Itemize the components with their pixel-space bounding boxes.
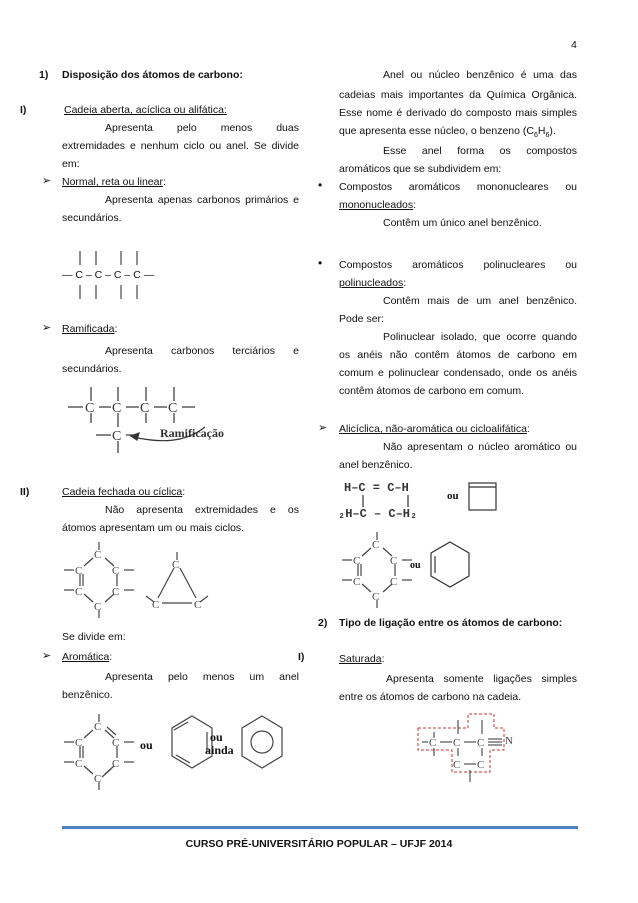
svg-text:C: C (453, 759, 461, 771)
svg-text:C: C (453, 737, 461, 749)
svg-text:C: C (112, 401, 122, 416)
svg-text:C: C (372, 539, 380, 551)
closed-chain-line-2: átomos apresentam um ou mais ciclos. (62, 522, 245, 534)
svg-text:C: C (152, 599, 160, 611)
aromatic-colon: : (109, 651, 113, 663)
saturated-title: Saturada (339, 653, 382, 665)
svg-text:C: C (94, 601, 102, 613)
cyclobutene-square-icon (468, 482, 498, 512)
ou-label-3: ou (410, 560, 421, 571)
cyclobutene-bonds (344, 494, 444, 508)
ou-label-2: ou (447, 490, 459, 502)
roman-numeral-1: I) (20, 104, 27, 116)
polynuclear-colon: : (403, 277, 407, 289)
cyclic-chain-diagram (62, 540, 242, 620)
mononuclear-colon: : (413, 199, 417, 211)
polynuclear-desc-5: comum e polinuclear condensado, onde os anéis (339, 367, 577, 379)
mononuclear-line-1: Compostos aromáticos mononucleares ou (339, 181, 577, 193)
normal-chain-line-1: Apresenta apenas carbonos primários e (105, 194, 299, 206)
svg-text:C: C (112, 565, 120, 577)
page-number: 4 (571, 39, 577, 51)
ou-ainda-label-1: ou (210, 730, 223, 744)
polynuclear-desc-3: Polinuclear isolado, que ocorre quando (383, 331, 577, 343)
alicyclic-title: Alicíclica, não-aromática ou cicloalifática (339, 423, 527, 435)
alicyclic-title-wrap (339, 420, 530, 438)
divide-text: Se divide em: (62, 631, 126, 643)
polynuclear-desc-4: os anéis não contêm átomos de carbono em (339, 349, 577, 361)
svg-text:C: C (172, 559, 180, 571)
footer-text: CURSO PRÉ-UNIVERSITÁRIO POPULAR – UFJF 2014 (185, 838, 453, 850)
benzene-para-line-2: cadeias mais importantes da Química Orgânica. (339, 89, 577, 101)
branched-chain-diagram (65, 383, 265, 455)
benzene-para-line-3: Esse nome é derivado do composto mais simples (339, 107, 577, 119)
roman-numeral-2: II) (20, 486, 30, 498)
svg-text:C: C (372, 591, 380, 603)
arrow-bullet-icon: ➢ (42, 322, 52, 334)
normal-chain-title-wrap (62, 173, 166, 191)
closed-chain-line-1: Não apresenta extremidades e os (105, 504, 299, 516)
svg-text:C: C (168, 401, 178, 416)
svg-text:C: C (477, 737, 485, 749)
benzene-formula-a: que apresenta esse núcleo, o benzeno (C (339, 125, 534, 137)
polynuclear-term: polinucleados (339, 277, 404, 289)
branched-line-2: secundários. (62, 363, 122, 375)
arrow-bullet-icon: ➢ (318, 422, 328, 434)
svg-text:C: C (75, 586, 83, 598)
ou-ainda-label-2: ainda (205, 743, 234, 757)
svg-text:C: C (140, 401, 150, 416)
svg-text:C: C (477, 759, 485, 771)
section-1-heading: Disposição dos átomos de carbono: (62, 69, 243, 81)
cyclohexene-hexagon-icon (428, 540, 472, 590)
svg-text:C: C (429, 737, 437, 749)
closed-chain-title: Cadeia fechada ou cíclica (62, 486, 183, 498)
svg-text:C: C (94, 721, 102, 733)
footer-divider (62, 826, 578, 829)
open-chain-line-1: Apresenta pelo menos duas (105, 122, 299, 134)
section-2-number: 2) (318, 617, 328, 629)
bullet-dot-icon: • (318, 178, 323, 192)
linear-chain-text: — C – C – C – C — (62, 269, 155, 281)
svg-text:C: C (112, 737, 120, 749)
roman-numeral-stray: I) (298, 651, 305, 663)
polynuclear-line-1: Compostos aromáticos polinucleares ou (339, 259, 577, 271)
alicyclic-colon: : (526, 423, 530, 435)
cyclobutene-bottom: ₂H–C – C–H₂ (338, 507, 418, 521)
svg-text:C: C (390, 576, 398, 588)
saturated-line-1: Apresenta somente ligações simples (386, 673, 577, 685)
svg-text:C: C (194, 599, 202, 611)
benzene-formula-sub1: 6 (533, 132, 538, 140)
svg-text:C: C (94, 773, 102, 785)
polynuclear-line-2-wrap (339, 274, 406, 292)
mononuclear-desc: Contêm um único anel benzênico. (383, 217, 542, 229)
polynuclear-desc-1: Contêm mais de um anel benzênico. (383, 295, 577, 307)
cyclobutene-top: H–C = C–H (344, 481, 409, 495)
svg-text:C: C (85, 401, 95, 416)
branched-title-wrap (62, 320, 117, 338)
svg-text:C: C (112, 758, 120, 770)
closed-chain-title-wrap (62, 483, 185, 501)
normal-chain-colon: : (162, 176, 166, 188)
aromatic-line-1: Apresenta pelo menos um anel (105, 671, 299, 683)
saturated-title-wrap (339, 650, 385, 668)
svg-text:C: C (75, 737, 83, 749)
aromatic-title: Aromática (62, 651, 110, 663)
saturated-colon: : (381, 653, 385, 665)
polynuclear-desc-6: contêm átomos de carbono em comum. (339, 385, 525, 397)
arrow-bullet-icon: ➢ (42, 650, 52, 662)
saturated-line-2: entre os átomos de carbono na cadeia. (339, 691, 522, 703)
normal-chain-line-2: secundários. (62, 212, 122, 224)
normal-chain-title: Normal, reta ou linear (62, 176, 163, 188)
branched-colon: : (114, 323, 118, 335)
nitrile-n-label: N (505, 735, 513, 747)
svg-text:C: C (353, 555, 361, 567)
open-chain-line-2: extremidades e nenhum ciclo ou anel. Se divide (62, 140, 299, 152)
branched-title: Ramificada (62, 323, 115, 335)
section-1-number: 1) (39, 69, 49, 81)
alicyclic-line-1: Não apresentam o núcleo aromático ou (383, 441, 577, 453)
benzene-para-line-6: aromáticos que se subdividem em: (339, 163, 502, 175)
ou-label-1: ou (140, 738, 153, 752)
mononuclear-term: mononucleados (339, 199, 414, 211)
benzene-diagrams (62, 712, 302, 792)
branched-line-1: Apresenta carbonos terciários e (105, 345, 299, 357)
svg-text:C: C (94, 549, 102, 561)
benzene-formula-c: ). (549, 125, 556, 137)
section-2-heading: Tipo de ligação entre os átomos de carbono: (339, 617, 563, 629)
arrow-bullet-icon: ➢ (42, 175, 52, 187)
svg-text:C: C (353, 576, 361, 588)
open-chain-heading: Cadeia aberta, acíclica ou alifática: (64, 104, 227, 116)
svg-text:C: C (75, 758, 83, 770)
bullet-dot-icon: • (318, 256, 323, 270)
benzene-formula-b: H (537, 125, 546, 137)
benzene-formula-sub2: 6 (545, 132, 550, 140)
aromatic-line-2: benzênico. (62, 689, 113, 701)
aromatic-title-wrap (62, 648, 112, 666)
svg-text:C: C (390, 555, 398, 567)
benzene-para-line-1: Anel ou núcleo benzênico é uma das (383, 69, 577, 81)
open-chain-line-3: em: (62, 158, 80, 170)
saturated-chain-diagram (416, 712, 536, 788)
svg-text:C: C (112, 429, 122, 444)
mononuclear-line-2-wrap (339, 196, 416, 214)
alicyclic-line-2: anel benzênico. (339, 459, 413, 471)
ramificacao-label: Ramificação (160, 426, 224, 440)
svg-text:C: C (112, 586, 120, 598)
benzene-para-line-5: Esse anel forma os compostos (383, 145, 577, 157)
polynuclear-desc-2: Pode ser: (339, 313, 384, 325)
svg-text:C: C (75, 565, 83, 577)
closed-chain-colon: : (182, 486, 186, 498)
